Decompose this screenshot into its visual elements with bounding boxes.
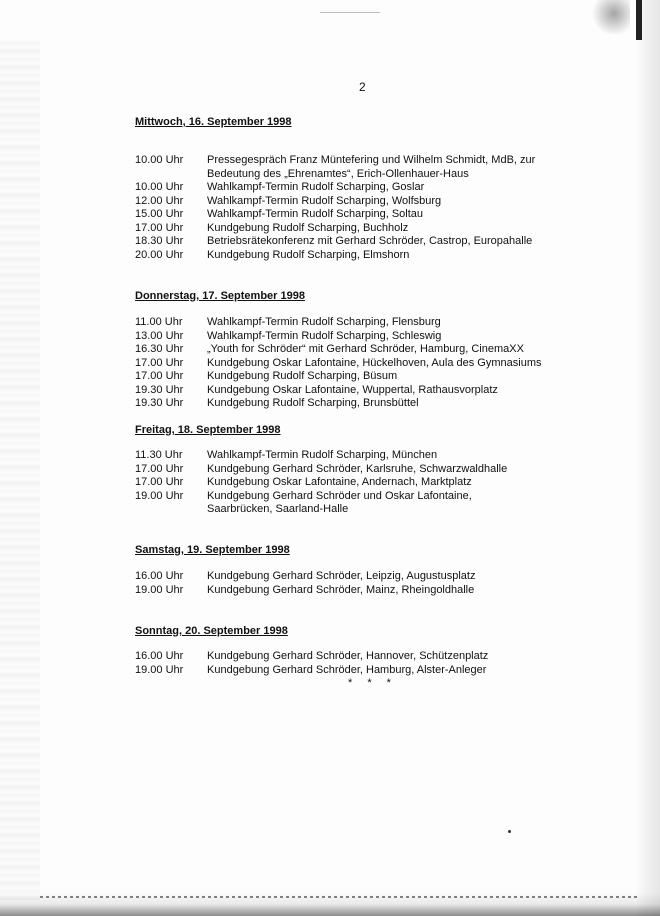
section-title-sunday: Sonntag, 20. September 1998: [135, 625, 288, 637]
entry-time: 16.30 Uhr: [135, 343, 184, 355]
entry-time: 10.00 Uhr: [135, 154, 184, 166]
entry-text: Pressegespräch Franz Müntefering und Wilhelm Schmidt, MdB, zur Bedeutung des „Ehrenamtes“, Erich-Ollenhauer-Haus: [207, 154, 536, 180]
schedule-entry: [135, 195, 535, 209]
end-mark: * * *: [348, 677, 397, 689]
schedule-entry: [135, 154, 535, 181]
schedule-entry: [135, 357, 541, 371]
section-title-thursday: Donnerstag, 17. September 1998: [135, 290, 305, 302]
schedule-list-sunday: [135, 650, 488, 677]
entry-time: 17.00 Uhr: [135, 221, 184, 234]
scan-dot: [508, 830, 511, 833]
entry-time: 17.00 Uhr: [135, 476, 184, 488]
entry-time: 17.00 Uhr: [135, 370, 184, 382]
schedule-entry: [135, 316, 541, 330]
scan-right-shadow: [634, 0, 660, 916]
entry-time: 20.00 Uhr: [135, 248, 184, 261]
entry-time: 17.00 Uhr: [135, 462, 184, 475]
schedule-entry: [135, 449, 507, 463]
entry-text: Kundgebung Rudolf Scharping, Buchholz: [207, 221, 409, 234]
entry-time: 11.00 Uhr: [135, 316, 183, 328]
entry-text: „Youth for Schröder“ mit Gerhard Schröder, Hamburg, CinemaXX: [207, 343, 524, 355]
entry-time: 10.00 Uhr: [135, 181, 184, 193]
entry-text: Kundgebung Rudolf Scharping, Elmshorn: [207, 248, 410, 261]
entry-text: Kundgebung Oskar Lafontaine, Andernach, Marktplatz: [207, 476, 472, 488]
schedule-entry: [135, 397, 541, 411]
entry-time: 19.30 Uhr: [135, 383, 184, 396]
entry-time: 15.00 Uhr: [135, 208, 184, 220]
schedule-entry: [135, 570, 475, 584]
entry-time: 18.30 Uhr: [135, 235, 184, 247]
scan-edge-mark: [636, 0, 642, 40]
scan-bottom-dash: [40, 896, 640, 898]
schedule-entry: [135, 584, 475, 598]
entry-text: Kundgebung Gerhard Schröder, Mainz, Rheingoldhalle: [207, 583, 475, 596]
entry-text: Wahlkampf-Termin Rudolf Scharping, Wolfsburg: [207, 194, 442, 207]
scan-line: [320, 12, 380, 13]
schedule-list-friday: [135, 449, 507, 517]
schedule-entry: [135, 476, 507, 490]
entry-text: Kundgebung Gerhard Schröder, Hannover, Schützenplatz: [207, 650, 489, 662]
section-title-saturday: Samstag, 19. September 1998: [135, 544, 290, 556]
entry-text: Wahlkampf-Termin Rudolf Scharping, Flensburg: [207, 316, 441, 328]
schedule-entry: [135, 490, 507, 517]
entry-time: 19.30 Uhr: [135, 397, 184, 409]
entry-text: Wahlkampf-Termin Rudolf Scharping, Schleswig: [207, 329, 442, 342]
schedule-entry: [135, 235, 535, 249]
schedule-list-thursday: [135, 316, 541, 411]
schedule-entry: [135, 650, 488, 664]
entry-text: Wahlkampf-Termin Rudolf Scharping, Goslar: [207, 181, 425, 193]
entry-text: Kundgebung Gerhard Schröder und Oskar Lafontaine, Saarbrücken, Saarland-Halle: [207, 489, 472, 515]
schedule-entry: [135, 343, 541, 357]
section-title-wednesday: Mittwoch, 16. September 1998: [135, 116, 292, 128]
schedule-list-wednesday: [135, 154, 535, 262]
section-title-friday: Freitag, 18. September 1998: [135, 424, 281, 436]
schedule-entry: [135, 664, 488, 678]
entry-text: Kundgebung Oskar Lafontaine, Wuppertal, Rathausvorplatz: [207, 383, 498, 396]
schedule-entry: [135, 249, 535, 263]
entry-time: 11.30 Uhr: [135, 449, 183, 461]
scan-edge-noise: [0, 40, 40, 900]
schedule-entry: [135, 208, 535, 222]
entry-time: 16.00 Uhr: [135, 570, 184, 582]
entry-text: Kundgebung Rudolf Scharping, Büsum: [207, 370, 398, 382]
entry-text: Wahlkampf-Termin Rudolf Scharping, München: [207, 449, 438, 461]
entry-text: Kundgebung Oskar Lafontaine, Hückelhoven, Aula des Gymnasiums: [207, 356, 542, 369]
entry-text: Betriebsrätekonferenz mit Gerhard Schröder, Castrop, Europahalle: [207, 235, 533, 247]
entry-time: 12.00 Uhr: [135, 194, 184, 207]
schedule-entry: [135, 463, 507, 477]
entry-time: 16.00 Uhr: [135, 650, 184, 662]
schedule-entry: [135, 181, 535, 195]
entry-text: Kundgebung Gerhard Schröder, Hamburg, Alster-Anleger: [207, 663, 487, 676]
entry-text: Wahlkampf-Termin Rudolf Scharping, Soltau: [207, 208, 424, 220]
scan-smudge: [590, 0, 630, 34]
entry-text: Kundgebung Rudolf Scharping, Brunsbüttel: [207, 397, 419, 409]
entry-time: 19.00 Uhr: [135, 489, 184, 502]
entry-time: 19.00 Uhr: [135, 583, 184, 596]
schedule-entry: [135, 222, 535, 236]
schedule-entry: [135, 370, 541, 384]
page-number: 2: [359, 80, 366, 94]
entry-time: 17.00 Uhr: [135, 356, 184, 369]
entry-time: 13.00 Uhr: [135, 329, 184, 342]
schedule-entry: [135, 330, 541, 344]
schedule-entry: [135, 384, 541, 398]
schedule-list-saturday: [135, 570, 475, 597]
entry-time: 19.00 Uhr: [135, 663, 184, 676]
entry-text: Kundgebung Gerhard Schröder, Leipzig, Augustusplatz: [207, 570, 476, 582]
entry-text: Kundgebung Gerhard Schröder, Karlsruhe, Schwarzwaldhalle: [207, 462, 508, 475]
